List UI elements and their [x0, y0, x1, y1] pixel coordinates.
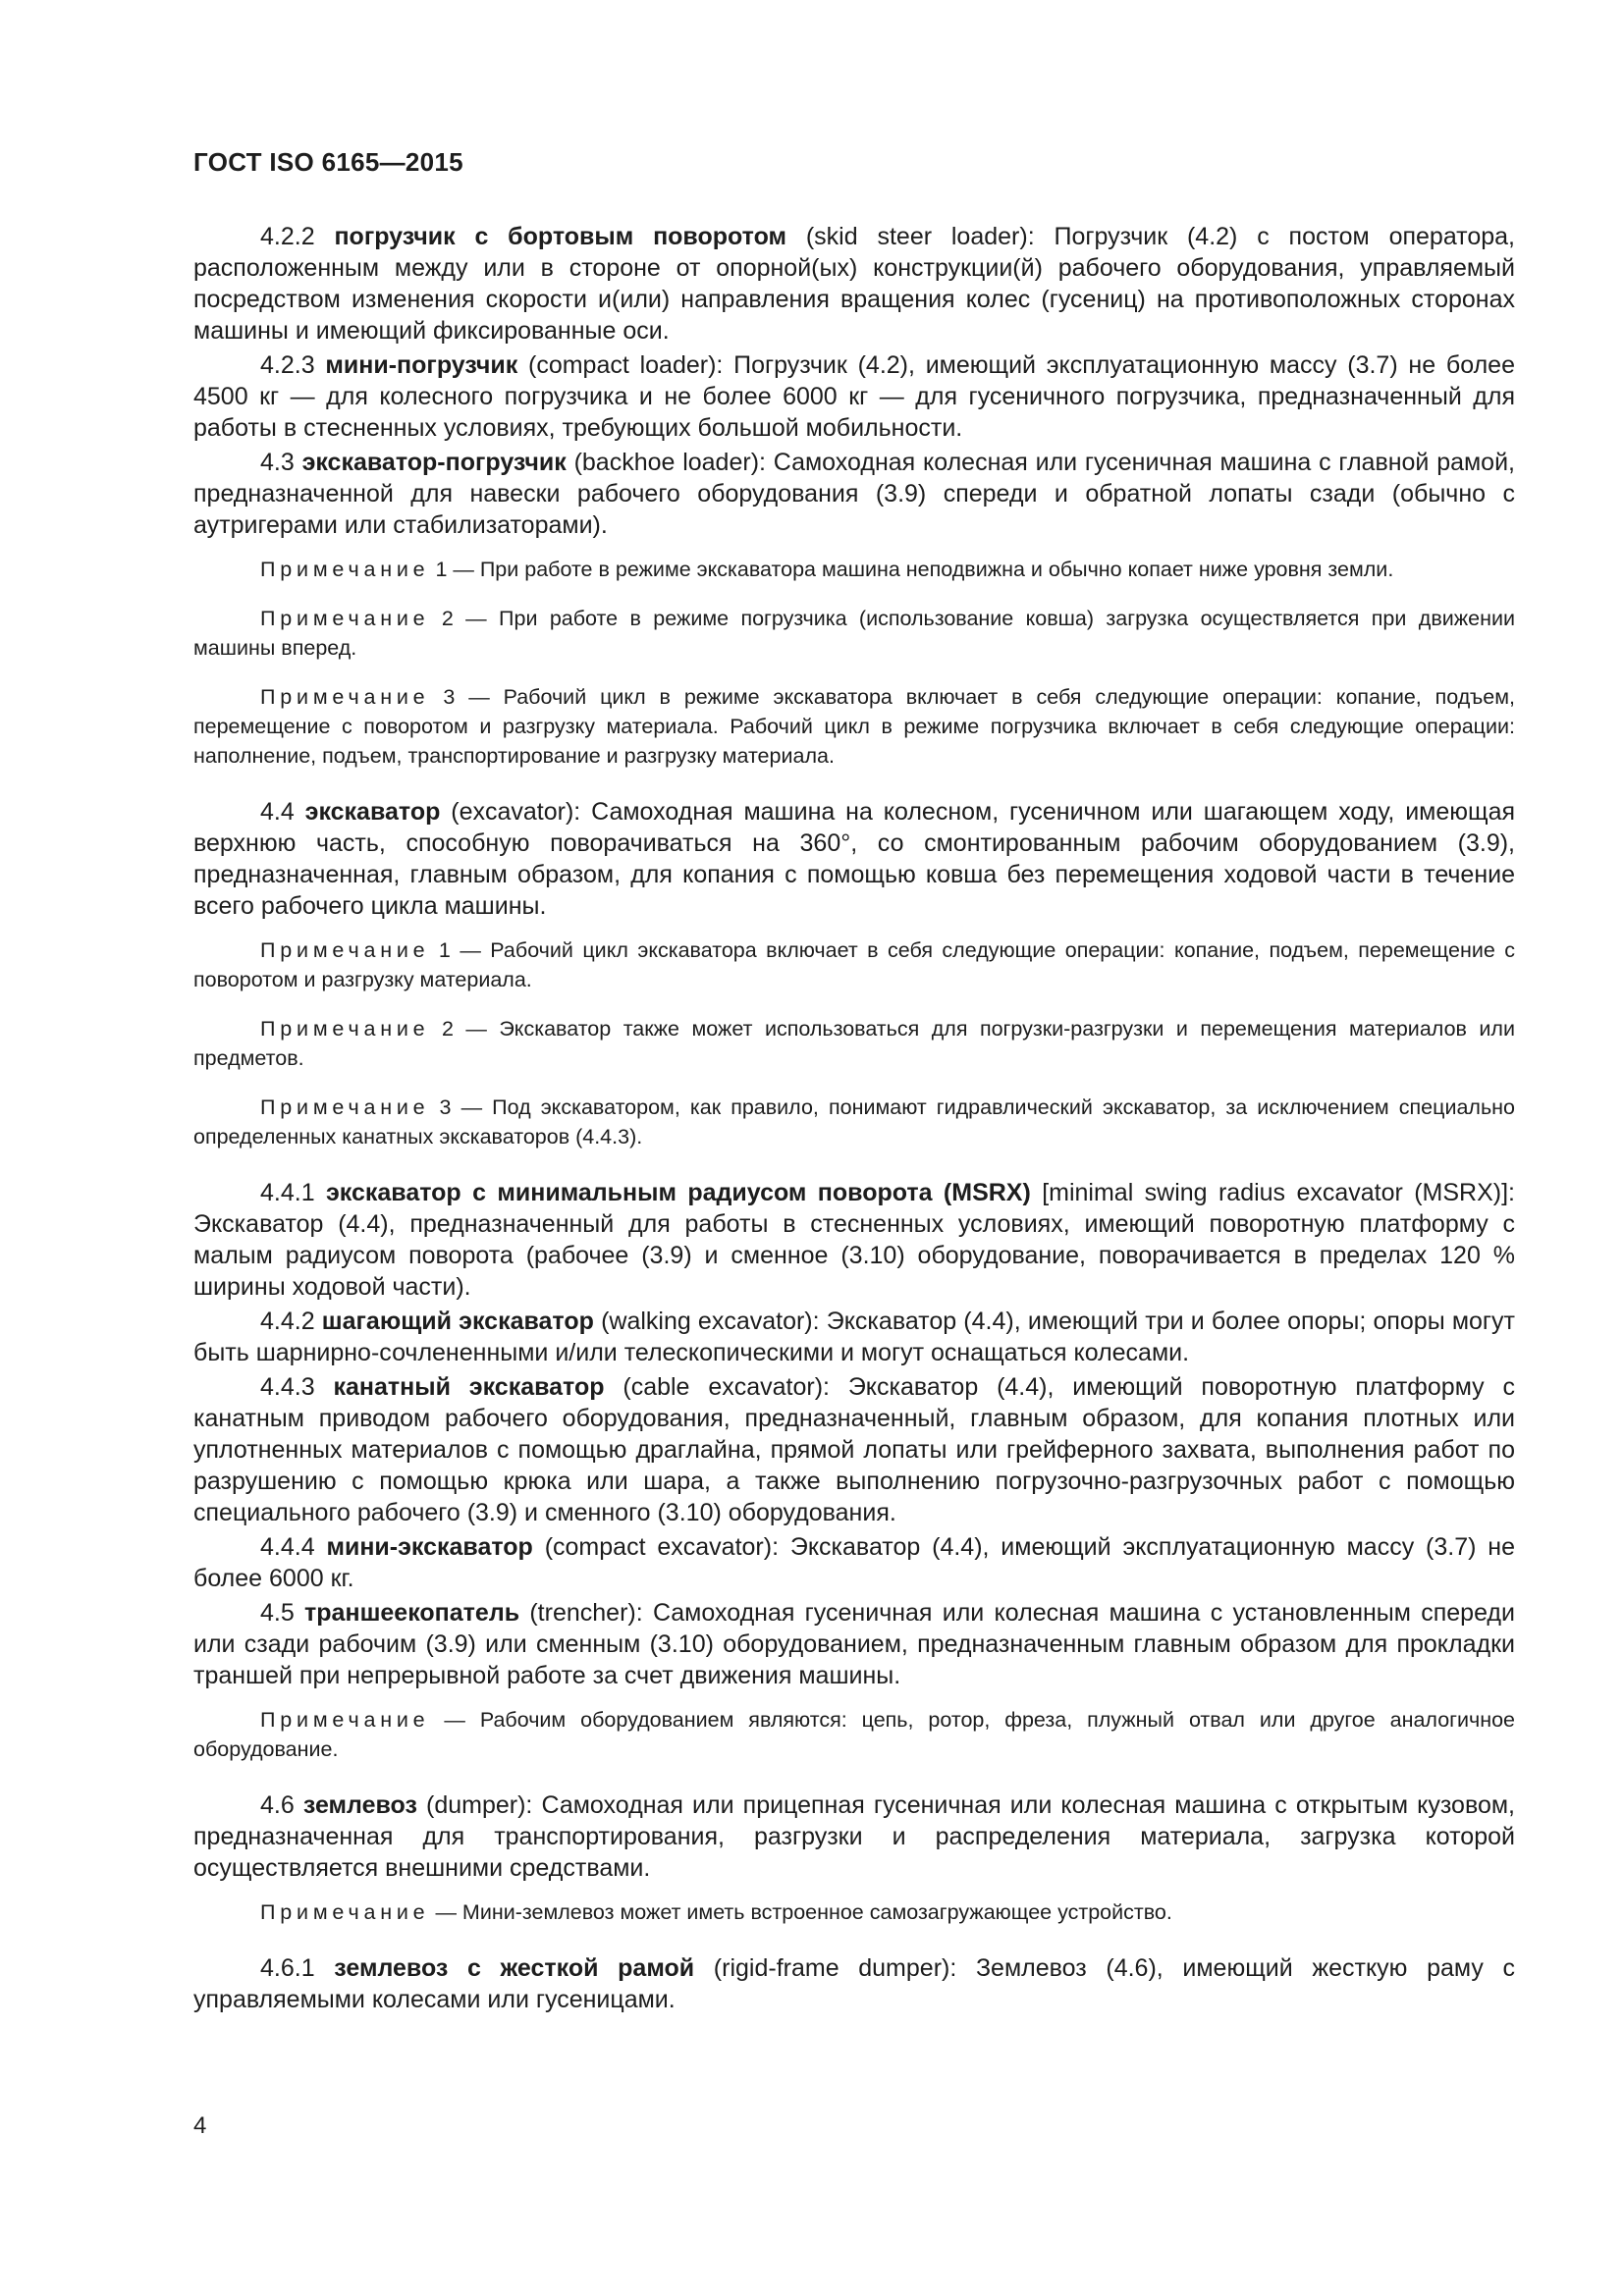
clause-number: 4.4.1 — [260, 1179, 315, 1206]
definition-text: (walking excavator): Экскаватор (4.4), имеющий три и более опоры; опоры могут быть шарнирно-сочлененными и/или телескопическими и могут оснащаться колесами. — [193, 1308, 1515, 1366]
term-definition — [193, 1306, 1515, 1368]
definition-text: (compact loader): Погрузчик (4.2), имеющий эксплуатационную массу (3.7) не более 4500 кг — для колесного погрузчика и не более 6000 кг — для гусеничного погрузчика, предназначенный для работы в стесненных условиях, требующих большой мобильности. — [193, 351, 1515, 442]
term-definition — [193, 447, 1515, 541]
term: мини-экскаватор — [326, 1533, 533, 1561]
definition-text: (rigid-frame dumper): Землевоз (4.6), имеющий жесткую раму с управляемыми колесами или гусеницами. — [193, 1954, 1516, 2013]
note — [193, 555, 1515, 584]
note-label: Примечание — [260, 1708, 430, 1732]
document-header: ГОСТ ISO 6165—2015 — [193, 147, 463, 177]
term-definition — [193, 1177, 1515, 1303]
definition-text: (cable excavator): Экскаватор (4.4), имеющий поворотную платформу с канатным приводом рабочего оборудования, предназначенный, главным образом, для копания плотных или уплотненных материалов с помощью драглайна, прямой лопаты или грейферного захвата, выполнения работ по разрушению с помощью крюка или шара, а также выполнению погрузочно-разгрузочных работ с помощью специального рабочего (3.9) и сменного (3.10) оборудования. — [193, 1373, 1516, 1526]
term-definition — [193, 1789, 1515, 1884]
note-label: Примечание — [260, 1017, 430, 1041]
term: экскаватор-погрузчик — [301, 449, 567, 476]
note-label: Примечание — [260, 938, 430, 962]
term: траншеекопатель — [304, 1599, 520, 1627]
term-definition — [193, 1597, 1515, 1691]
term: экскаватор — [304, 798, 441, 826]
note-text: — Рабочим оборудованием являются: цепь, ротор, фреза, плужный отвал или другое аналогичное оборудование. — [193, 1708, 1515, 1761]
term-definition — [193, 1952, 1515, 2015]
note — [193, 604, 1515, 663]
term: погрузчик с бортовым поворотом — [334, 223, 787, 250]
definition-text: (trencher): Самоходная гусеничная или колесная машина с установленным спереди или сзади рабочим (3.9) или сменным (3.10) оборудованием, предназначенным главным образом для прокладки траншей при непрерывной работе за счет движения машины. — [193, 1599, 1515, 1689]
definition-text: [minimal swing radius excavator (MSRX)]: Экскаватор (4.4), предназначенный для работы в стесненных условиях, имеющий поворотную платформу с малым радиусом поворота (рабочее (3.9) и сменное (3.10) оборудование, поворачивается в пределах 120 % ширины ходовой части). — [193, 1179, 1515, 1301]
term-definition — [193, 1531, 1515, 1594]
term: экскаватор с минимальным радиусом поворота (MSRX) — [326, 1179, 1031, 1206]
clause-number: 4.5 — [260, 1599, 295, 1627]
clause-number: 4.4 — [260, 798, 295, 826]
term-definition — [193, 349, 1515, 444]
note — [193, 1705, 1515, 1764]
note-text: 2 — При работе в режиме погрузчика (использование ковша) загрузка осуществляется при движении машины вперед. — [193, 607, 1515, 660]
term: шагающий экскаватор — [321, 1308, 594, 1335]
definition-text: (backhoe loader): Самоходная колесная или гусеничная машина с главной рамой, предназначенной для навески рабочего оборудования (3.9) спереди и обратной лопаты сзади (обычно с аутригерами или стабилизаторами). — [193, 449, 1515, 539]
note-label: Примечание — [260, 558, 430, 581]
note-label: Примечание — [260, 1095, 430, 1119]
clause-number: 4.6 — [260, 1791, 295, 1819]
note — [193, 682, 1515, 771]
clause-number: 4.4.4 — [260, 1533, 315, 1561]
note — [193, 935, 1515, 994]
note-label: Примечание — [260, 1900, 430, 1924]
note-text: 3 — Под экскаватором, как правило, понимают гидравлический экскаватор, за исключением специально определенных канатных экскаваторов (4.4.3). — [193, 1095, 1515, 1148]
term: землевоз с жесткой рамой — [334, 1954, 695, 1982]
clause-number: 4.4.2 — [260, 1308, 315, 1335]
note-label: Примечание — [260, 607, 430, 630]
definition-text: (skid steer loader): Погрузчик (4.2) с постом оператора, расположенным между или в стороне от опорной(ых) конструкции(й) рабочего оборудования, управляемый посредством изменения скорости и(или) направления вращения колес (гусениц) на противоположных сторонах машины и имеющий фиксированные оси. — [193, 223, 1515, 345]
clause-number: 4.4.3 — [260, 1373, 315, 1401]
note — [193, 1014, 1515, 1073]
definition-text: (dumper): Самоходная или прицепная гусеничная или колесная машина с открытым кузовом, предназначенная для транспортирования, разгрузки и распределения материала, загрузка которой осуществляется внешними средствами. — [193, 1791, 1515, 1882]
clause-number: 4.2.2 — [260, 223, 315, 250]
note-text: 2 — Экскаватор также может использоваться для погрузки-разгрузки и перемещения материалов или предметов. — [193, 1017, 1515, 1070]
note-text: 3 — Рабочий цикл в режиме экскаватора включает в себя следующие операции: копание, подъем, перемещение с поворотом и разгрузку материала. Рабочий цикл в режиме погрузчика включает в себя следующие операции: наполнение, подъем, транспортирование и разгрузку материала. — [193, 685, 1515, 768]
note-text: — Мини-землевоз может иметь встроенное самозагружающее устройство. — [435, 1900, 1172, 1924]
clause-number: 4.3 — [260, 449, 295, 476]
note — [193, 1093, 1515, 1151]
term-definition — [193, 1371, 1515, 1528]
term-definition — [193, 796, 1515, 922]
clause-number: 4.6.1 — [260, 1954, 315, 1982]
page-number: 4 — [193, 2112, 207, 2139]
note-text: 1 — При работе в режиме экскаватора машина неподвижна и обычно копает ниже уровня земли. — [435, 558, 1394, 581]
term: канатный экскаватор — [333, 1373, 605, 1401]
term: землевоз — [302, 1791, 417, 1819]
document-body — [193, 221, 1515, 2018]
note — [193, 1897, 1515, 1927]
definition-text: (compact excavator): Экскаватор (4.4), имеющий эксплуатационную массу (3.7) не более 6000 кг. — [193, 1533, 1515, 1592]
term: мини-погрузчик — [325, 351, 518, 379]
note-text: 1 — Рабочий цикл экскаватора включает в себя следующие операции: копание, подъем, перемещение с поворотом и разгрузку материала. — [193, 938, 1515, 991]
clause-number: 4.2.3 — [260, 351, 315, 379]
definition-text: (excavator): Самоходная машина на колесном, гусеничном или шагающем ходу, имеющая верхнюю часть, способную поворачиваться на 360°, со смонтированным рабочим оборудованием (3.9), предназначенная, главным образом, для копания с помощью ковша без перемещения ходовой части в течение всего рабочего цикла машины. — [193, 798, 1516, 920]
note-label: Примечание — [260, 685, 430, 709]
term-definition — [193, 221, 1515, 347]
